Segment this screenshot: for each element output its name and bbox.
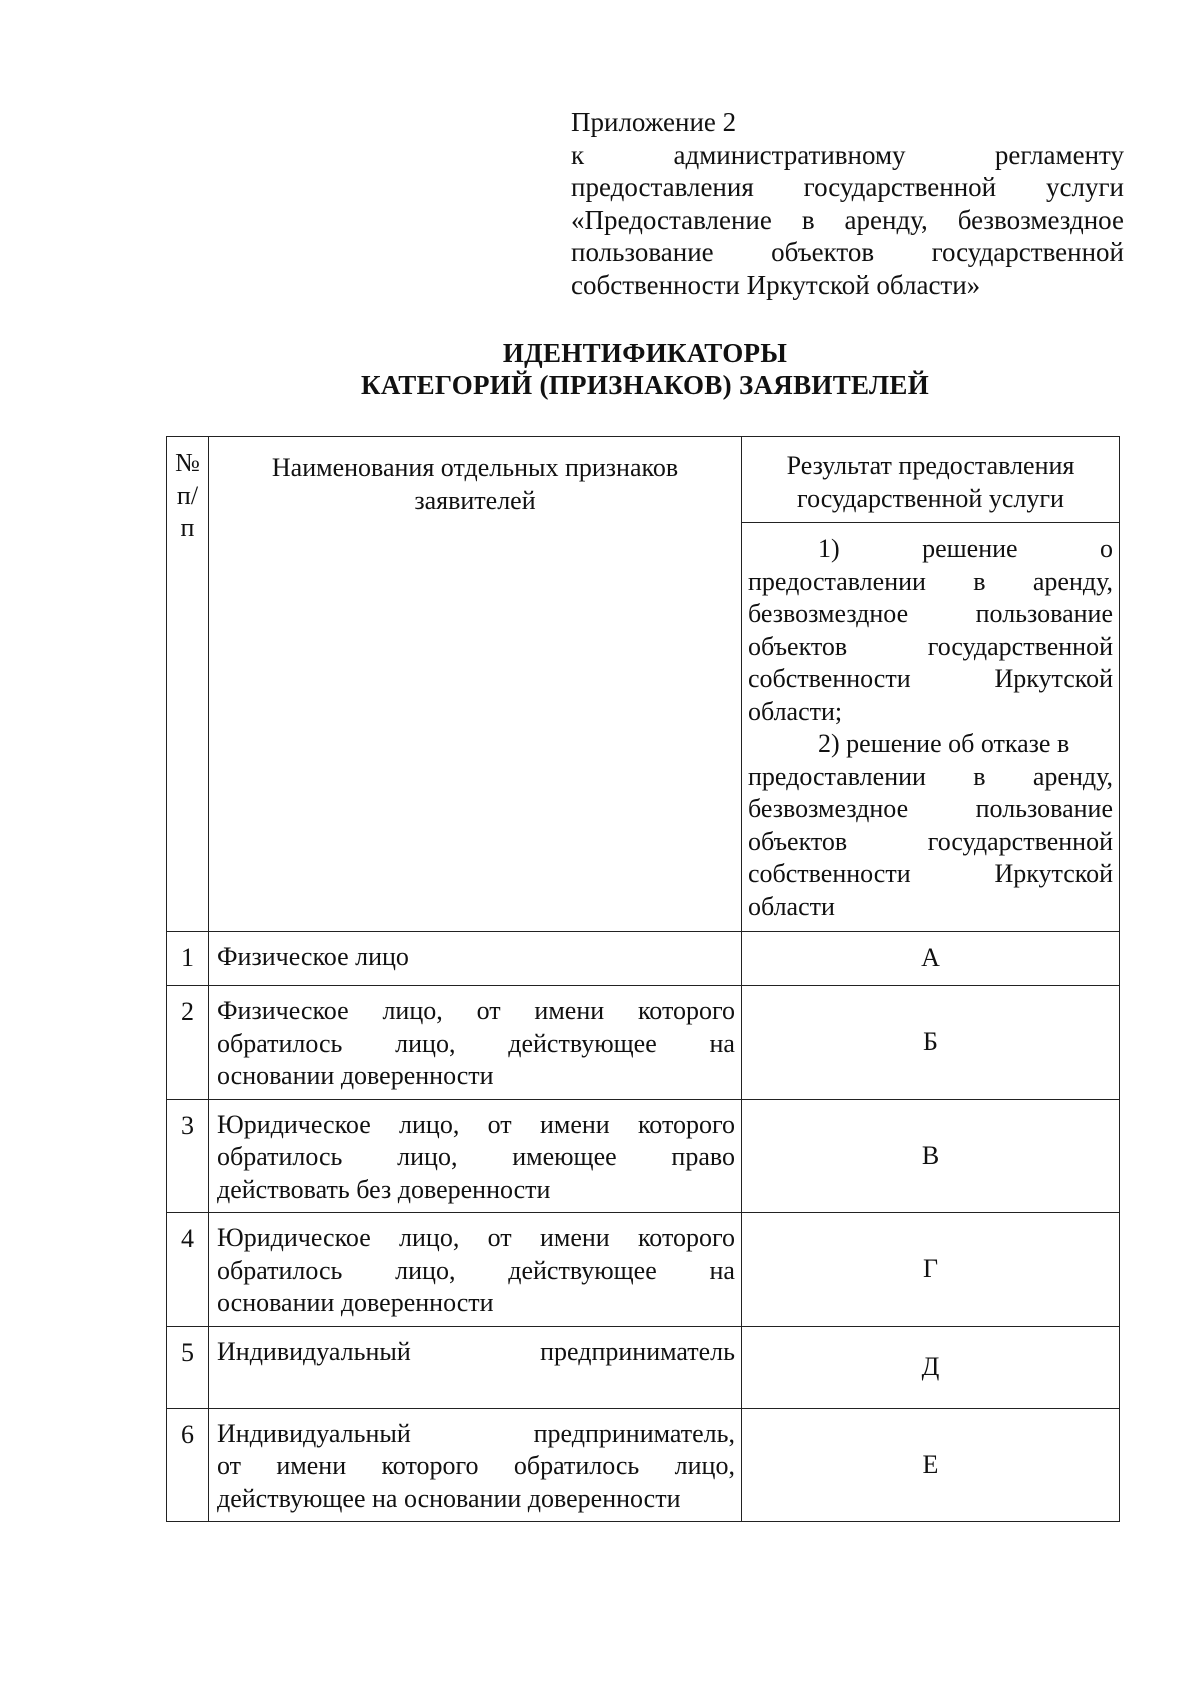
appendix-word: к	[571, 139, 585, 170]
category-word: предприниматель,	[533, 1418, 735, 1448]
category-word: обратилось	[217, 1028, 343, 1058]
result-word: 2) решение об отказе в	[818, 729, 1070, 758]
result-line	[748, 631, 1113, 664]
category-word: Юридическое	[217, 1109, 371, 1139]
row-identifier-cell: Б	[742, 986, 1120, 1100]
result-word: Иркутской	[994, 859, 1113, 888]
row-number-cell: 4	[167, 1213, 209, 1327]
row-number-cell: 6	[167, 1408, 209, 1522]
category-word: которого	[637, 996, 735, 1025]
result-line	[748, 826, 1113, 859]
header-name-cell: Наименования отдельных признаков заявителей	[209, 437, 742, 932]
appendix-line	[571, 204, 1124, 237]
result-word: предоставлении	[748, 566, 926, 596]
category-text-line	[217, 1336, 735, 1369]
result-word: безвозмездное	[748, 599, 909, 628]
result-word: решение	[922, 534, 1018, 563]
row-number-cell: 3	[167, 1099, 209, 1213]
category-text-line	[217, 1060, 735, 1093]
category-text-line	[217, 1174, 735, 1207]
category-word: лицо,	[382, 996, 443, 1025]
result-word: собственности	[748, 664, 911, 693]
row-identifier-cell: В	[742, 1099, 1120, 1213]
result-word: аренду,	[1032, 566, 1113, 596]
header-num-part: п	[180, 513, 195, 542]
category-text-line	[217, 1222, 735, 1255]
appendix-word: в	[801, 204, 815, 235]
table-row	[167, 1408, 1120, 1522]
row-applicant-category-cell	[209, 1099, 742, 1213]
header-num-part: п/	[176, 480, 199, 510]
appendix-line	[571, 171, 1124, 204]
title-line: ИДЕНТИФИКАТОРЫ	[502, 338, 788, 368]
category-word: лицо,	[399, 1109, 460, 1139]
category-word: обратилось	[217, 1142, 343, 1171]
category-text-line	[217, 1028, 735, 1061]
category-word: основании доверенности	[217, 1061, 494, 1090]
row-identifier-cell: Д	[742, 1326, 1120, 1408]
appendix-line	[571, 139, 1124, 172]
result-word: о	[1099, 534, 1113, 563]
table-row	[167, 986, 1120, 1100]
result-line	[748, 761, 1113, 794]
appendix-line: Приложение 2	[571, 107, 737, 137]
category-text-line	[217, 1483, 735, 1516]
appendix-word: «Предоставление	[571, 204, 772, 235]
row-applicant-category-cell	[209, 986, 742, 1100]
row-applicant-category-cell	[209, 1408, 742, 1522]
category-word: имени	[539, 1223, 610, 1252]
result-word: области	[748, 891, 835, 921]
result-word: собственности	[748, 859, 911, 888]
row-identifier-cell: Е	[742, 1408, 1120, 1522]
appendix-word: государственной	[803, 172, 997, 202]
category-word: основании доверенности	[217, 1288, 494, 1317]
category-word: лицо,	[395, 1028, 456, 1058]
result-word: государственной	[927, 826, 1113, 856]
category-word: обратилось	[217, 1255, 343, 1285]
category-word: от	[487, 1109, 512, 1139]
appendix-word: безвозмездное	[957, 204, 1124, 235]
table-row	[167, 1213, 1120, 1327]
category-word: которого	[637, 1109, 735, 1139]
category-text-line	[217, 1109, 735, 1142]
result-description-cell	[742, 523, 1120, 932]
header-num-cell	[167, 437, 209, 932]
row-applicant-category-cell	[209, 1326, 742, 1408]
table-row	[167, 1099, 1120, 1213]
result-word: объектов	[748, 631, 848, 661]
result-line	[748, 696, 1113, 729]
appendix-word: предоставления	[571, 172, 754, 202]
appendix-word: государственной	[931, 237, 1124, 267]
category-word: имени	[539, 1109, 610, 1139]
result-line	[748, 858, 1113, 891]
appendix-word: регламенту	[994, 139, 1124, 170]
table-row	[167, 932, 1120, 986]
appendix-word: услуги	[1046, 172, 1124, 202]
result-word: Иркутской	[994, 664, 1113, 693]
title-line: КАТЕГОРИЙ (ПРИЗНАКОВ) ЗАЯВИТЕЛЕЙ	[360, 370, 930, 400]
applicant-categories-table	[166, 436, 1120, 1522]
table-header-row	[167, 437, 1120, 523]
table-row	[167, 1326, 1120, 1408]
category-word: от	[476, 996, 501, 1025]
category-word: имеющее	[512, 1142, 617, 1171]
result-word: 1)	[818, 534, 840, 563]
result-word: пользование	[975, 599, 1113, 628]
header-result-cell: Результат предоставления государственной услуги	[742, 437, 1120, 523]
header-num-part: №	[175, 448, 200, 477]
category-word: Индивидуальный	[217, 1418, 411, 1448]
result-line	[748, 598, 1113, 631]
appendix-word: аренду,	[844, 204, 928, 235]
result-word: предоставлении	[748, 761, 926, 791]
category-word: действующее на основании доверенности	[217, 1483, 681, 1513]
appendix-line: собственности Иркутской области»	[571, 269, 981, 300]
category-word: имени	[276, 1451, 347, 1480]
category-text-line	[217, 995, 735, 1028]
category-word: действующее	[508, 1028, 657, 1058]
category-word: лицо,	[397, 1142, 458, 1171]
category-word: которого	[637, 1223, 735, 1252]
category-text-line	[217, 1418, 735, 1451]
result-line	[748, 533, 1113, 566]
category-text-line	[217, 1255, 735, 1288]
category-word: Физическое	[217, 996, 349, 1025]
category-word: на	[709, 1028, 735, 1058]
result-word: в	[973, 761, 986, 791]
category-word: лицо,	[395, 1255, 456, 1285]
row-identifier-cell: А	[742, 932, 1120, 986]
result-line	[748, 566, 1113, 599]
category-word: от	[217, 1451, 242, 1480]
category-word: действующее	[508, 1255, 657, 1285]
result-word: государственной	[927, 631, 1113, 661]
result-word: области;	[748, 696, 843, 726]
result-line	[748, 663, 1113, 696]
result-line	[748, 793, 1113, 826]
category-word: на	[709, 1255, 735, 1285]
row-number-cell: 2	[167, 986, 209, 1100]
appendix-word: административному	[673, 139, 906, 170]
result-word: безвозмездное	[748, 794, 909, 823]
category-word: действовать без доверенности	[217, 1174, 551, 1204]
category-word: лицо,	[399, 1223, 460, 1252]
category-word: Юридическое	[217, 1223, 371, 1252]
result-word: в	[973, 566, 986, 596]
category-word: право	[671, 1142, 735, 1171]
row-number-cell: 5	[167, 1326, 209, 1408]
category-text-line	[217, 1287, 735, 1320]
row-applicant-category-cell	[209, 932, 742, 986]
category-word: лицо,	[674, 1451, 735, 1480]
table-body	[167, 932, 1120, 1522]
result-word: аренду,	[1032, 761, 1113, 791]
category-text-line	[217, 1450, 735, 1483]
category-word: Индивидуальный	[217, 1336, 411, 1366]
appendix-word: объектов	[771, 237, 875, 267]
category-word: обратилось	[513, 1451, 640, 1480]
category-text-line	[217, 1141, 735, 1174]
result-line	[748, 891, 1113, 924]
category-word: предприниматель	[540, 1336, 735, 1366]
result-word: пользование	[975, 794, 1113, 823]
row-applicant-category-cell	[209, 1213, 742, 1327]
category-word: имени	[534, 996, 605, 1025]
row-identifier-cell: Г	[742, 1213, 1120, 1327]
category-word: Физическое лицо	[217, 942, 409, 971]
category-text-line	[217, 941, 735, 974]
result-word: объектов	[748, 826, 848, 856]
document-title	[165, 337, 1125, 401]
category-word: от	[487, 1223, 512, 1252]
result-line	[748, 728, 1113, 761]
row-number-cell: 1	[167, 932, 209, 986]
appendix-word: пользование	[571, 237, 714, 267]
appendix-line	[571, 236, 1124, 269]
category-word: которого	[381, 1451, 479, 1480]
appendix-header	[571, 106, 1124, 301]
